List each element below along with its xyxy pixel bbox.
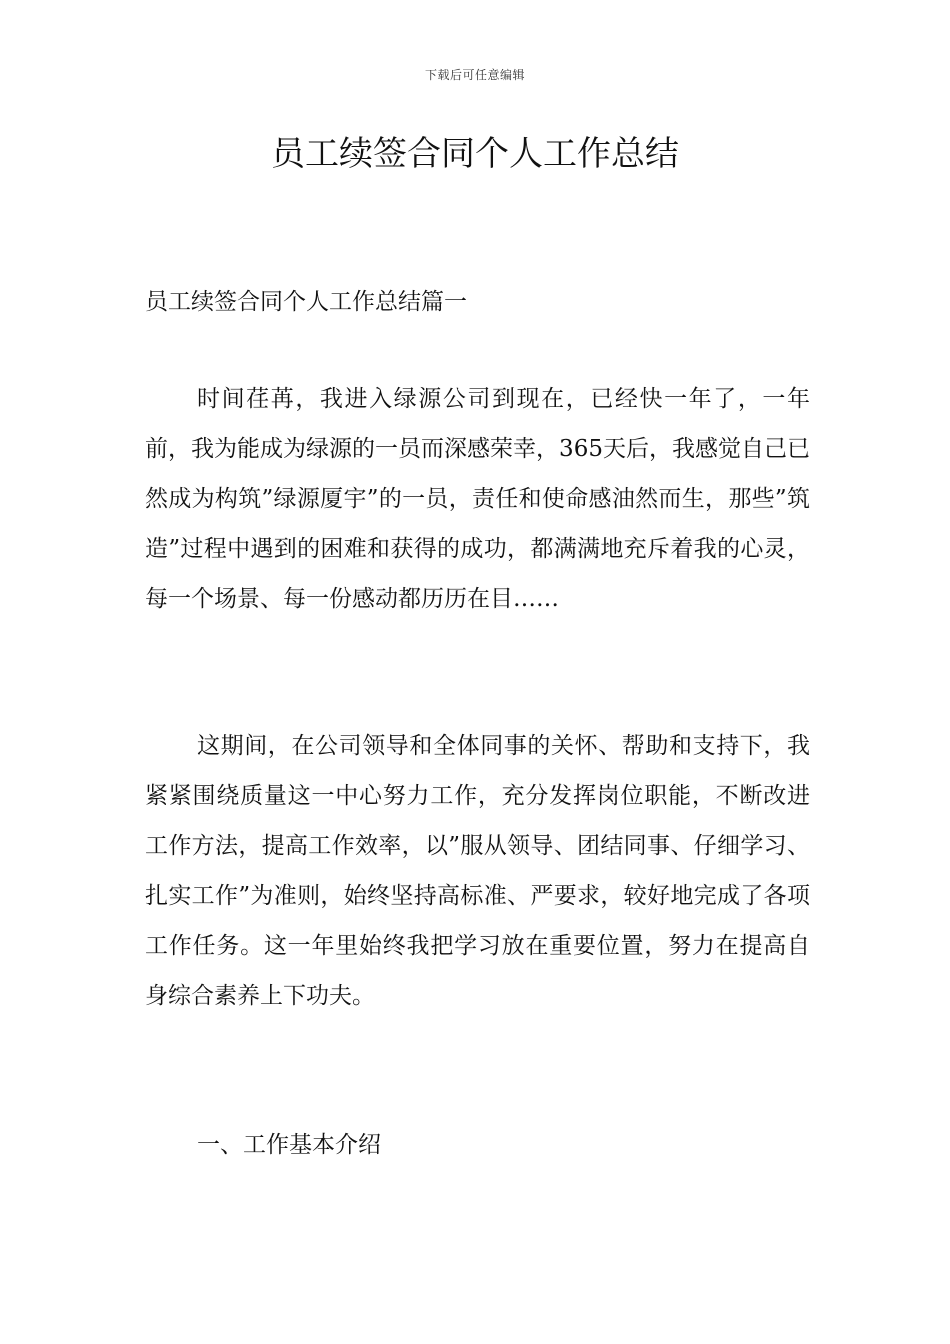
- header-note: 下载后可任意编辑: [424, 68, 525, 82]
- document-title: 员工续签合同个人工作总结: [271, 134, 679, 174]
- paragraph-2: 这期间，在公司领导和全体同事的关怀、帮助和支持下，我紧紧围绕质量这一中心努力工作，充分发挥岗位职能，不断改进工作方法，提高工作效率，以”服从领导、团结同事、仔细学习、扎实工作”为准则，始终坚持高标准、严要求，较好地完成了各项工作任务。这一年里始终我把学习放在重要位置，努力在提高自身综合素养上下功夫。: [145, 733, 810, 1009]
- section-heading: 员工续签合同个人工作总结篇一: [145, 289, 467, 315]
- subheading-work-intro: 一、工作基本介绍: [197, 1132, 381, 1158]
- paragraph-1: 时间荏苒，我进入绿源公司到现在，已经快一年了，一年前，我为能成为绿源的一员而深感荣幸，365天后，我感觉自己已然成为构筑”绿源厦宇”的一员，责任和使命感油然而生，那些”筑造”过程中遇到的困难和获得的成功，都满满地充斥着我的心灵，每一个场景、每一份感动都历历在目……: [145, 386, 810, 612]
